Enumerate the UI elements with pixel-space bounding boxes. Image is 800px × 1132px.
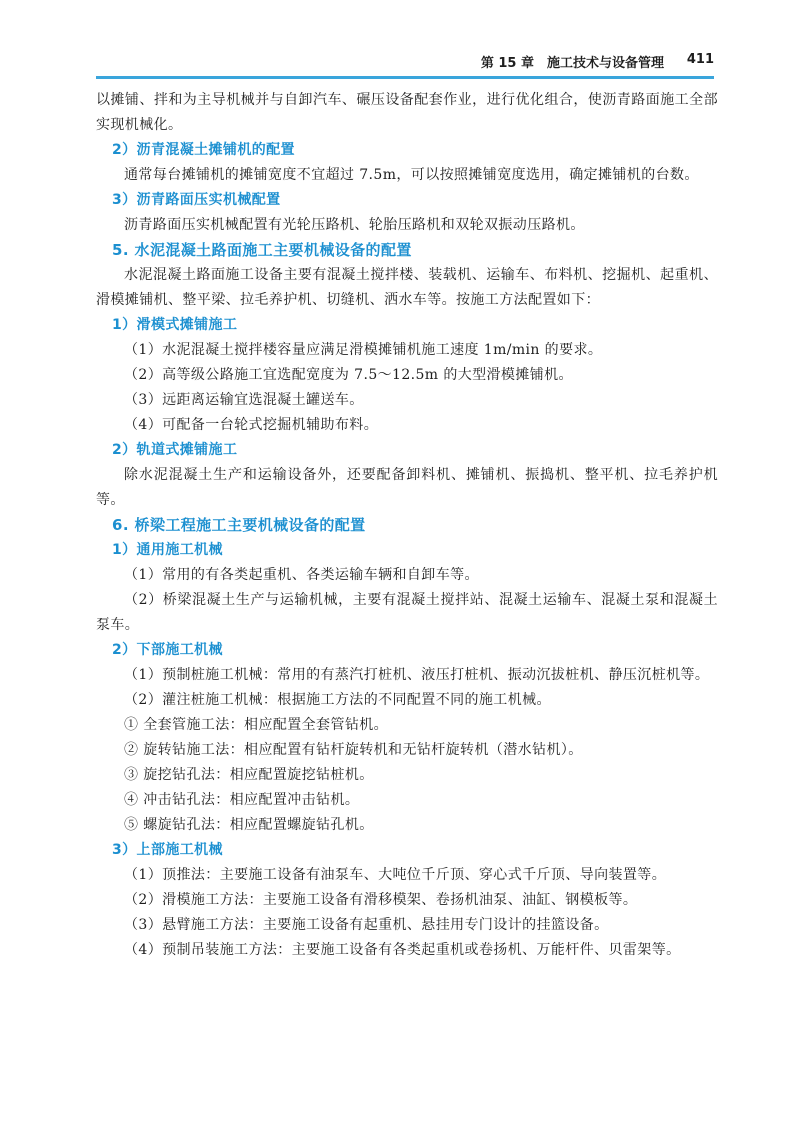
paragraph: ③ 旋挖钻孔法：相应配置旋挖钻桩机。 (124, 767, 374, 783)
paragraph: （2）灌注桩施工机械：根据施工方法的不同配置不同的施工机械。 (124, 692, 551, 708)
section-heading: 1）滑模式摊铺施工 (112, 317, 238, 333)
section-heading: 1）通用施工机械 (112, 542, 223, 558)
paragraph: ② 旋转钻施工法：相应配置有钻杆旋转机和无钻杆旋转机（潜水钻机）。 (124, 742, 583, 758)
paragraph: （2）滑模施工方法：主要施工设备有滑移模架、卷扬机油泵、油缸、钢模板等。 (124, 892, 638, 908)
paragraph: （3）悬臂施工方法：主要施工设备有起重机、悬挂用专门设计的挂篮设备。 (124, 917, 609, 933)
major-section-heading: 6. 桥梁工程施工主要机械设备的配置 (112, 516, 366, 534)
section-heading: 2）轨道式摊铺施工 (112, 442, 238, 458)
section-heading: 2）沥青混凝土摊铺机的配置 (112, 142, 295, 158)
paragraph: 通常每台摊铺机的摊铺宽度不宜超过 7.5m，可以按照摊铺宽度选用，确定摊铺机的台数。 (124, 167, 699, 183)
paragraph: 以摊铺、拌和为主导机械并与自卸汽车、碾压设备配套作业，进行优化组合，使沥青路面施工全部实现机械化。 (96, 92, 718, 133)
paragraph: （3）远距离运输宜选混凝土罐送车。 (124, 392, 364, 408)
paragraph: （4）可配备一台轮式挖掘机辅助布料。 (124, 417, 379, 433)
paragraph: ④ 冲击钻孔法：相应配置冲击钻机。 (124, 792, 360, 808)
paragraph: （2）高等级公路施工宜选配宽度为 7.5～12.5m 的大型滑模摊铺机。 (124, 367, 573, 383)
paragraph: ① 全套管施工法：相应配置全套管钻机。 (124, 717, 389, 733)
page-number: 411 (686, 52, 714, 67)
paragraph: （1）顶推法：主要施工设备有油泵车、大吨位千斤顶、穿心式千斤顶、导向装置等。 (124, 867, 667, 883)
section-heading: 2）下部施工机械 (112, 642, 223, 658)
paragraph: 水泥混凝土路面施工设备主要有混凝土搅拌楼、装载机、运输车、布料机、挖掘机、起重机、滑模摊铺机、整平梁、拉毛养护机、切缝机、洒水车等。按施工方法配置如下： (96, 267, 718, 308)
major-section-heading: 5. 水泥混凝土路面施工主要机械设备的配置 (112, 241, 412, 259)
paragraph: （1）水泥混凝土搅拌楼容量应满足滑模摊铺机施工速度 1m/min 的要求。 (124, 342, 603, 358)
chapter-title: 第 15 章 施工技术与设备管理 (480, 56, 664, 71)
paragraph: （2）桥梁混凝土生产与运输机械，主要有混凝土搅拌站、混凝土运输车、混凝土泵和混凝土泵车。 (96, 592, 718, 633)
paragraph: 除水泥混凝土生产和运输设备外，还要配备卸料机、摊铺机、振捣机、整平机、拉毛养护机等。 (96, 467, 718, 508)
running-header (96, 50, 714, 79)
paragraph: 沥青路面压实机械配置有光轮压路机、轮胎压路机和双轮双振动压路机。 (124, 217, 585, 233)
paragraph: （4）预制吊装施工方法：主要施工设备有各类起重机或卷扬机、万能杆件、贝雷架等。 (124, 942, 681, 958)
paragraph: （1）常用的有各类起重机、各类运输车辆和自卸车等。 (124, 567, 479, 583)
page-body (96, 88, 718, 963)
paragraph: ⑤ 螺旋钻孔法：相应配置螺旋钻孔机。 (124, 817, 374, 833)
section-heading: 3）上部施工机械 (112, 842, 223, 858)
section-heading: 3）沥青路面压实机械配置 (112, 192, 281, 208)
paragraph: （1）预制桩施工机械：常用的有蒸汽打桩机、液压打桩机、振动沉拔桩机、静压沉桩机等。 (124, 667, 710, 683)
